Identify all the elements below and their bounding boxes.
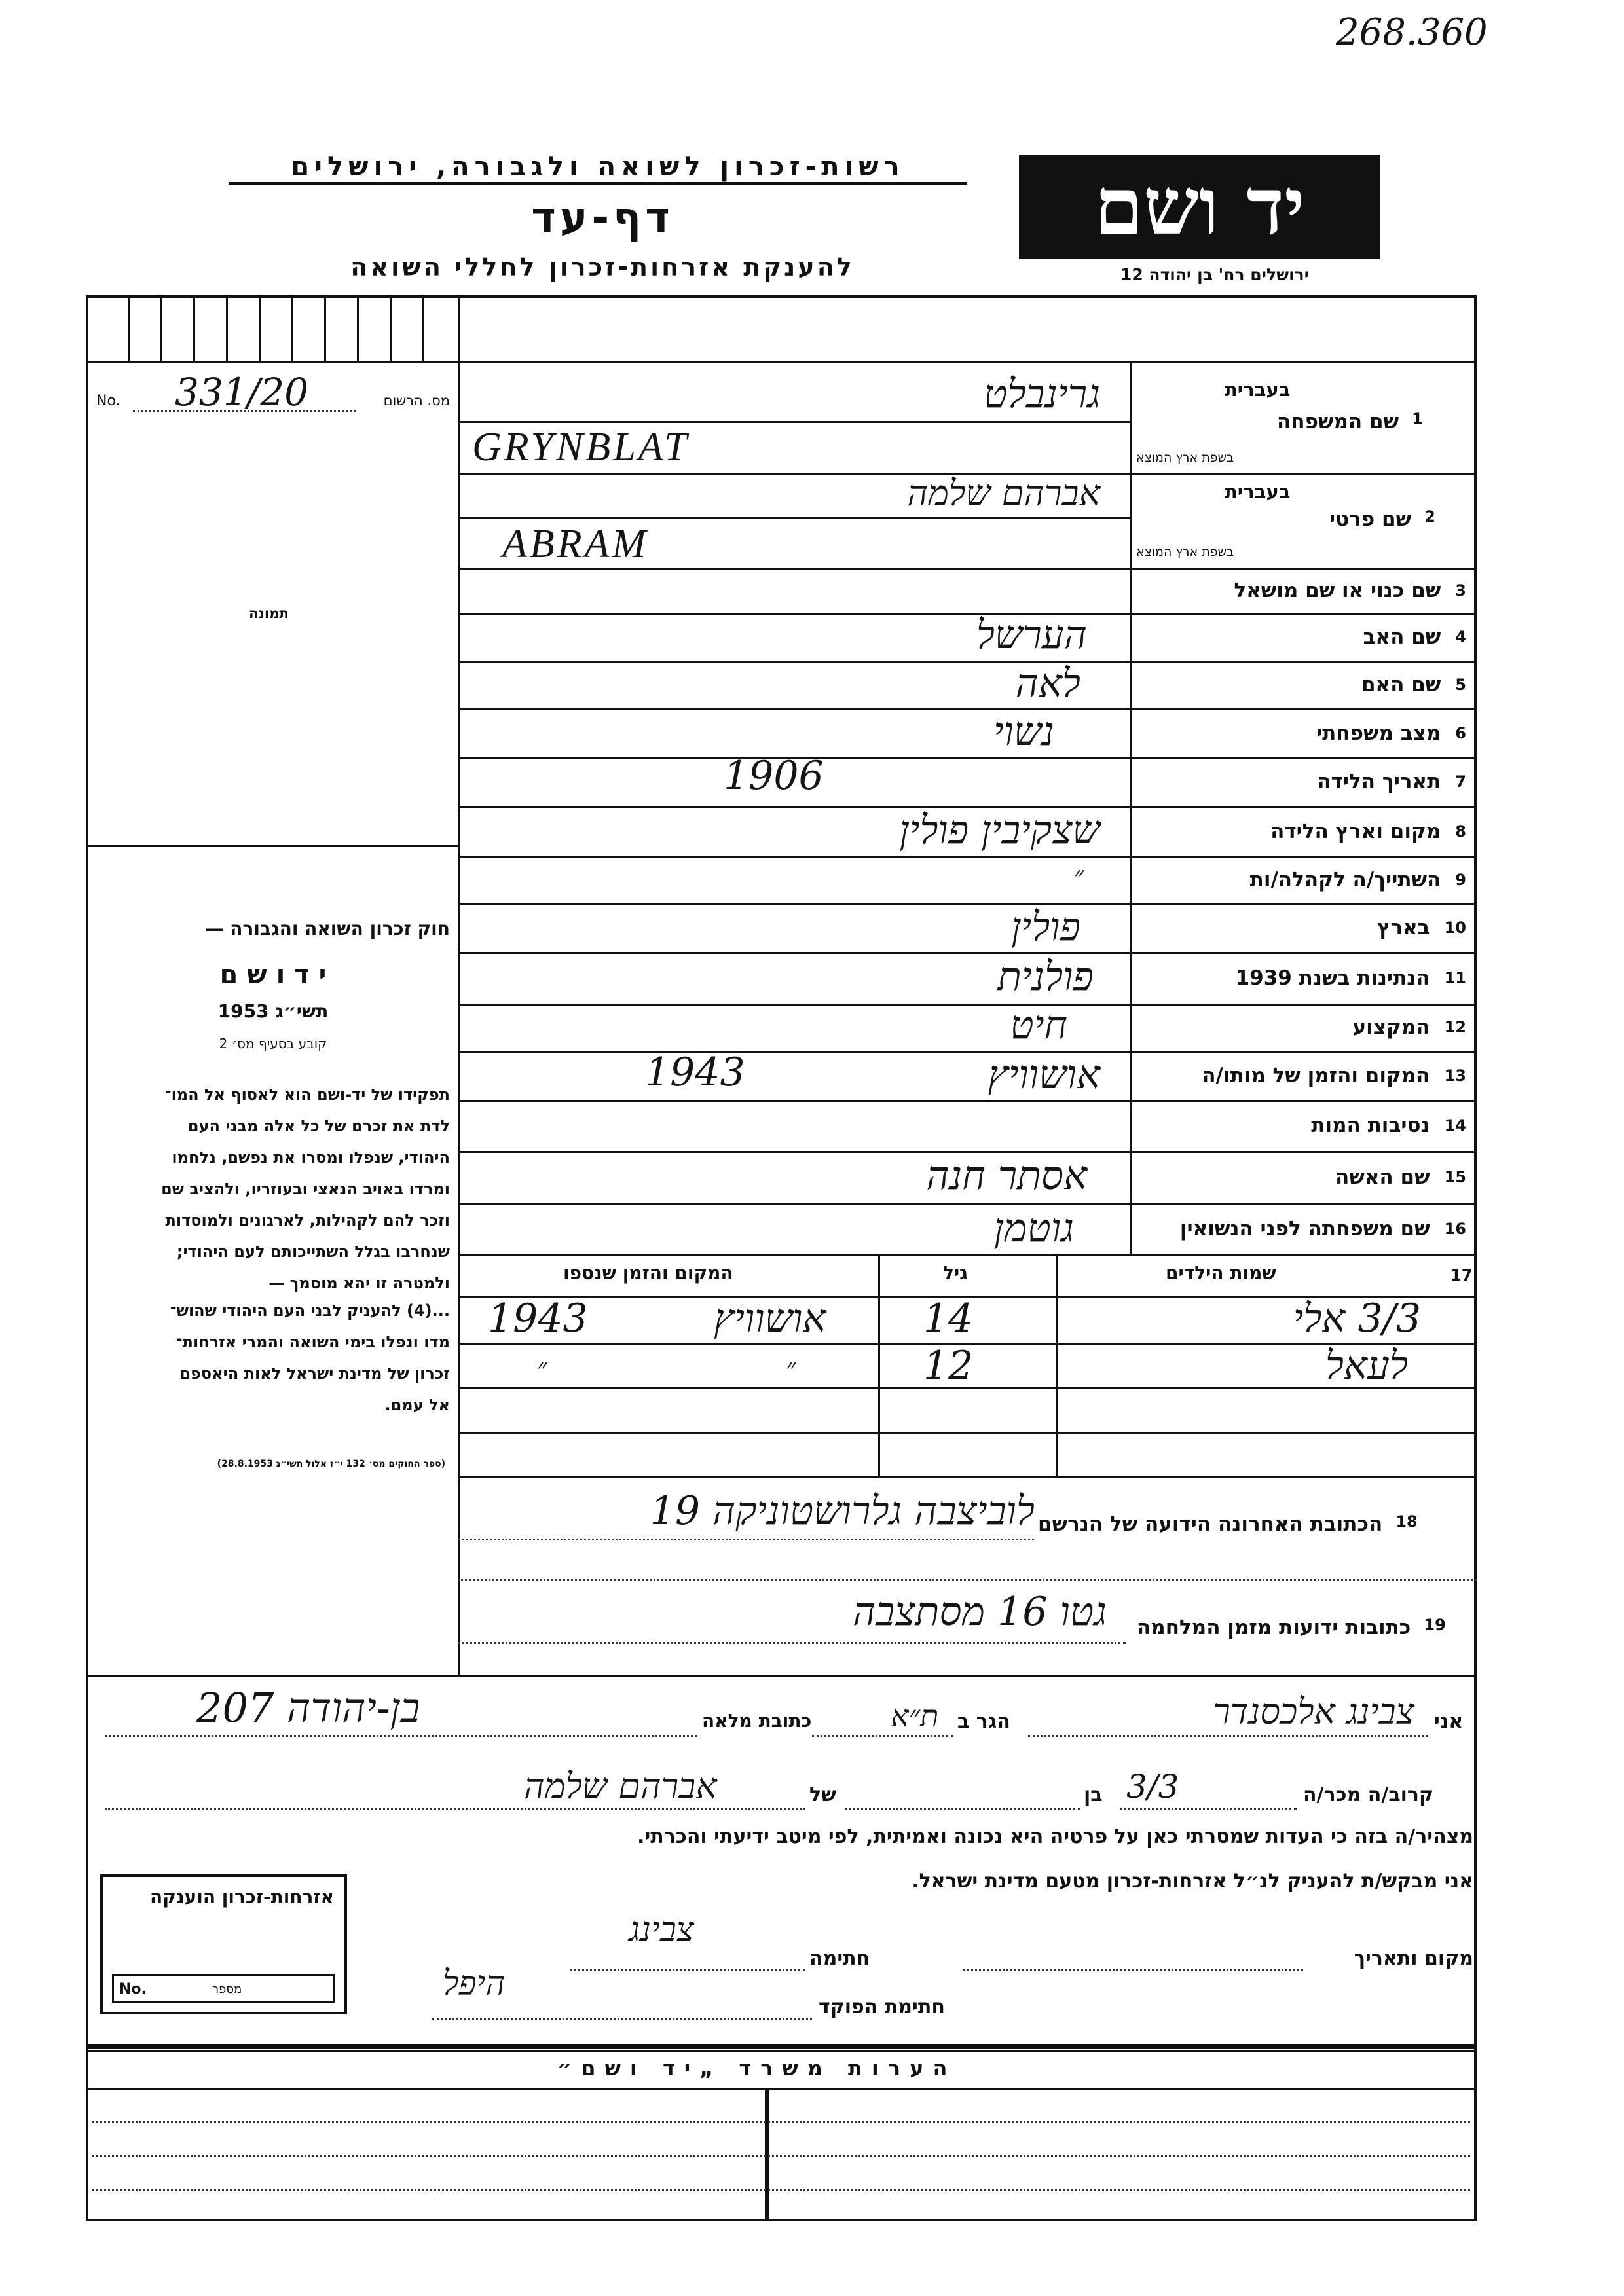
rule-line bbox=[92, 2121, 1470, 2123]
death-place-value: אושוויץ bbox=[987, 1052, 1100, 1098]
row-label-15 bbox=[1130, 1151, 1470, 1203]
rule-line bbox=[458, 1579, 1477, 1581]
wife-name-label: שם האשה bbox=[1335, 1165, 1430, 1189]
birth-date-label: תאריך הלידה bbox=[1317, 770, 1441, 793]
child-death-year: ״ bbox=[537, 1353, 547, 1383]
place-date-label: מקום ותאריך bbox=[1354, 1947, 1473, 1970]
wartime-address-value: גטו 16 מסתצבה bbox=[853, 1589, 1107, 1635]
row-label-14 bbox=[1130, 1100, 1470, 1151]
rule-line bbox=[1028, 1735, 1428, 1737]
family-name-hebrew: גרינבלט bbox=[984, 371, 1100, 417]
row-number: 13 bbox=[1444, 1066, 1466, 1085]
law-text-line: ומרדו באויב הנאצי ובעוזריו, ולהציב שם bbox=[161, 1180, 450, 1198]
row-label-12 bbox=[1130, 1004, 1470, 1051]
law-text-line: תפקידו של יד-ושם הוא לאסוף אל המו־ bbox=[164, 1085, 450, 1104]
declarant-city: ת״א bbox=[891, 1698, 939, 1734]
rule-line bbox=[458, 1539, 1034, 1540]
birth-place-value: שצקיבין פולין bbox=[899, 807, 1100, 853]
law-text-line: שנחרבו בגלל השתייכותם לעם היהודי; bbox=[176, 1243, 450, 1261]
officer-signature-label: חתימת הפוקד bbox=[819, 1995, 945, 2018]
child-age: 14 bbox=[923, 1296, 974, 1341]
row-label-19 bbox=[1137, 1616, 1446, 1639]
row-number: 1 bbox=[1412, 410, 1423, 428]
row-number: 5 bbox=[1455, 676, 1466, 694]
profession-value: חיט bbox=[1010, 1002, 1067, 1048]
country-label: בארץ bbox=[1376, 916, 1430, 939]
wife-maiden-name-label: שם משפחתה לפני הנשואין bbox=[1179, 1216, 1430, 1241]
declarant-i-label: אני bbox=[1434, 1710, 1464, 1733]
row-number: 8 bbox=[1455, 822, 1466, 841]
row-number: 4 bbox=[1455, 628, 1466, 646]
full-address-label: כתובת מלאה bbox=[702, 1710, 812, 1732]
declarant-name: צבינג אלכסנדר bbox=[1213, 1691, 1414, 1732]
row-number: 19 bbox=[1424, 1616, 1446, 1634]
profession-label: המקצוע bbox=[1352, 1015, 1430, 1039]
first-name-label: שם פרטי bbox=[1329, 507, 1412, 531]
row-label-11 bbox=[1130, 952, 1470, 1004]
row-label-18 bbox=[1038, 1512, 1418, 1536]
rule-line bbox=[226, 295, 228, 361]
law-text-line: ולמטרה זו יהא מוסמך — bbox=[268, 1274, 450, 1292]
rule-line bbox=[458, 1432, 1477, 1434]
wife-name-value: אסתר חנה bbox=[926, 1153, 1087, 1199]
rule-line bbox=[324, 295, 326, 361]
child-name: לעאל bbox=[1325, 1343, 1408, 1389]
rule-line bbox=[458, 517, 1130, 519]
last-address-label: הכתובת האחרונה הידועה של הנרשם bbox=[1038, 1512, 1383, 1536]
marital-status-label: מצב משפחתי bbox=[1316, 721, 1441, 745]
rule-line bbox=[160, 295, 162, 361]
law-text-line: וזכר להם לקהילות, לארגונים ולמוסדות bbox=[165, 1211, 450, 1230]
row-number: 7 bbox=[1455, 773, 1466, 791]
death-year-value: 1943 bbox=[645, 1049, 745, 1095]
comments-title: הערות משרד „יד ושם״ bbox=[557, 2056, 957, 2081]
children-age-header: גיל bbox=[943, 1262, 968, 1284]
rule-line bbox=[422, 295, 424, 361]
rule-line bbox=[845, 1808, 1080, 1810]
row-number: 12 bbox=[1444, 1018, 1466, 1036]
row-number: 6 bbox=[1455, 723, 1466, 742]
father-name-value: הערשל bbox=[976, 612, 1087, 658]
page-title: דף-עד bbox=[531, 194, 674, 242]
row-number: 9 bbox=[1455, 871, 1466, 889]
law-name: י ד ו ש ם bbox=[219, 960, 327, 990]
declaration-request: אני מבקש/ת להעניק לנ״ל אזרחות-זכרון מטעם מדינת ישראל. bbox=[912, 1870, 1473, 1893]
row-label-10 bbox=[1130, 903, 1470, 952]
hebrew-sub-label: בעברית bbox=[1225, 378, 1291, 401]
row-number: 17 bbox=[1450, 1266, 1473, 1285]
logo-address: ירושלים רח' בן יהודה 12 bbox=[1120, 265, 1310, 284]
row-label-2 bbox=[1329, 507, 1435, 531]
rule-line bbox=[570, 1969, 805, 1971]
registration-number: 331/20 bbox=[175, 370, 309, 414]
son-label: בן bbox=[1084, 1783, 1103, 1806]
father-name-label: שם האב bbox=[1363, 625, 1441, 649]
origin-lang-sub-label: בשפת ארץ המוצא bbox=[1136, 450, 1234, 465]
row-number: 11 bbox=[1444, 968, 1466, 987]
relation-of-name: אברהם שלמה bbox=[524, 1766, 717, 1807]
row-label-9 bbox=[1130, 856, 1470, 903]
rule-line bbox=[86, 1675, 1477, 1677]
mother-name-label: שם האם bbox=[1361, 673, 1441, 697]
row-label-4 bbox=[1130, 613, 1470, 661]
row-number: 15 bbox=[1444, 1167, 1466, 1186]
rule-line bbox=[458, 1476, 1477, 1478]
yad-vashem-logo: יד ושם bbox=[1019, 155, 1380, 259]
page-subtitle: להענקת אזרחות-זכרון לחללי השואה bbox=[350, 253, 855, 282]
child-death-year: 1943 bbox=[488, 1296, 588, 1341]
residence-label: הגר ב bbox=[957, 1710, 1010, 1733]
row-number: 18 bbox=[1395, 1512, 1418, 1531]
row-label-5 bbox=[1130, 661, 1470, 708]
rule-line bbox=[432, 2018, 812, 2020]
row-label-6 bbox=[1130, 708, 1470, 757]
rule-line bbox=[128, 295, 130, 361]
child-age: 12 bbox=[923, 1343, 974, 1389]
nickname-label: שם כנוי או שם מושאל bbox=[1234, 579, 1441, 602]
stamp-no: No. bbox=[119, 1981, 147, 1997]
citizenship-stamp-box bbox=[100, 1874, 347, 2014]
signature-label: חתימה bbox=[809, 1947, 870, 1970]
registration-field bbox=[96, 370, 450, 414]
declarant-address: בן-יהודה 207 bbox=[196, 1684, 420, 1732]
rule-line bbox=[105, 1808, 805, 1810]
no-prefix: No. bbox=[96, 393, 120, 409]
citizenship-label: הנתינות בשנת 1939 bbox=[1235, 966, 1430, 990]
rule-line bbox=[86, 845, 458, 847]
law-year: תשי״ג 1953 bbox=[217, 1000, 329, 1022]
row-number: 2 bbox=[1424, 507, 1435, 526]
row-label-8 bbox=[1130, 806, 1470, 856]
officer-signature: היפל bbox=[443, 1964, 506, 2003]
archive-number: 268.360 bbox=[1336, 11, 1488, 54]
org-name: רשות-זכרון לשואה ולגבורה, ירושלים bbox=[229, 152, 967, 185]
rule-line bbox=[291, 295, 293, 361]
row-number: 10 bbox=[1444, 919, 1466, 937]
death-circumstances-label: נסיבות המות bbox=[1311, 1114, 1430, 1137]
rule-line bbox=[458, 1254, 1477, 1256]
rule-line bbox=[458, 295, 460, 1675]
row-label-1 bbox=[1277, 410, 1423, 433]
law-text-line: היהודי, שנפלו ומסרו את נפשם, נלחמו bbox=[172, 1148, 450, 1167]
children-names-header: שמות הילדים bbox=[1166, 1262, 1276, 1284]
first-name-origin: ABRAM bbox=[502, 522, 649, 566]
of-label: של bbox=[809, 1783, 836, 1806]
row-number: 3 bbox=[1455, 581, 1466, 600]
declarant-signature: צבינג bbox=[629, 1910, 695, 1950]
birth-place-label: מקום וארץ הלידה bbox=[1270, 819, 1441, 843]
rule-line bbox=[86, 2044, 1477, 2047]
first-name-hebrew: אברהם שלמה bbox=[907, 473, 1100, 514]
citizenship-value: פולנית bbox=[997, 954, 1094, 1000]
children-place-header: המקום והזמן שנספו bbox=[563, 1262, 733, 1284]
row-label-13 bbox=[1130, 1051, 1470, 1100]
death-place-label: המקום והזמן של מותו/ה bbox=[1202, 1063, 1430, 1087]
rule-line bbox=[105, 1735, 697, 1737]
rule-line bbox=[92, 2189, 1470, 2191]
wartime-address-label: כתובות ידועות מזמן המלחמה bbox=[1137, 1616, 1411, 1639]
law-text-line: זכרון של מדינת ישראל לאות היאספם bbox=[179, 1364, 450, 1383]
rule-line bbox=[357, 295, 359, 361]
birth-date-value: 1906 bbox=[724, 753, 824, 799]
child-name: 3/3 אלי bbox=[1293, 1296, 1421, 1341]
row-label-7 bbox=[1130, 757, 1470, 806]
child-death-place: ״ bbox=[786, 1353, 796, 1383]
rule-line bbox=[259, 295, 261, 361]
rule-line bbox=[193, 295, 195, 361]
rule-line bbox=[390, 295, 392, 361]
marital-status-value: נשוי bbox=[993, 709, 1054, 755]
declaration-statement: מצהיר/ה בזה כי העדות שמסרתי כאן על פרטיה היא נכונה ואמיתית, לפי מיטב ידיעתי והכרתי. bbox=[637, 1825, 1473, 1848]
relation-label: קרוב/ה מכר/ה bbox=[1303, 1783, 1434, 1806]
law-text-line: ...(4) להעניק לבני העם היהודי שהוש־ bbox=[170, 1302, 450, 1320]
law-clause: קובע בסעיף מס׳ 2 bbox=[219, 1036, 327, 1051]
row-number: 14 bbox=[1444, 1116, 1466, 1135]
last-address-value: לוביצבה גלרושטוניקה 19 bbox=[650, 1488, 1035, 1534]
stamp-number-label: מספר bbox=[212, 1982, 242, 1996]
registration-label: מס. הרשום bbox=[383, 393, 450, 409]
rule-line bbox=[92, 2155, 1470, 2157]
family-name-origin: GRYNBLAT bbox=[472, 425, 690, 469]
family-name-label: שם המשפחה bbox=[1277, 410, 1399, 433]
row-label-3 bbox=[1130, 568, 1470, 613]
rule-line bbox=[812, 1735, 953, 1737]
rule-line bbox=[458, 421, 1130, 423]
stamp-title: אזרחות-זכרון הוענקה bbox=[150, 1886, 334, 1908]
rule-line bbox=[963, 1969, 1303, 1971]
rule-line bbox=[1056, 1254, 1058, 1476]
rule-line bbox=[458, 1642, 1126, 1644]
stamp-number-field bbox=[112, 1974, 335, 2003]
law-title: חוק זכרון השואה והגבורה — bbox=[205, 918, 450, 939]
hebrew-sub-label: בעברית bbox=[1225, 481, 1291, 503]
country-value: פולין bbox=[1011, 904, 1080, 950]
community-value: ״ bbox=[1074, 861, 1084, 891]
wife-maiden-name-value: גוטמן bbox=[993, 1205, 1074, 1251]
community-label: השתייך/ה לקהלה/ות bbox=[1249, 868, 1441, 892]
law-text-line: מדו ונפלו בימי השואה והמרי אזרחות־ bbox=[175, 1333, 450, 1351]
law-text-line: לדת את זכרם של כל אלה מבני העם bbox=[187, 1117, 450, 1135]
rule-line bbox=[878, 1254, 880, 1476]
photo-label: תמונה bbox=[249, 606, 289, 621]
law-source: (ספר החוקים מס׳ 132 י״ז אלול תשי״ג 28.8.1953) bbox=[217, 1459, 445, 1469]
row-number: 16 bbox=[1444, 1219, 1466, 1238]
relation-value: 3/3 bbox=[1126, 1768, 1179, 1806]
rule-line bbox=[86, 2088, 1477, 2090]
rule-line bbox=[1120, 1808, 1297, 1810]
row-label-16 bbox=[1130, 1203, 1470, 1254]
child-death-place: אושוויץ bbox=[714, 1296, 826, 1341]
rule-line bbox=[86, 361, 1477, 363]
law-text-line: אל עמם. bbox=[384, 1396, 450, 1414]
mother-name-value: לאה bbox=[1015, 661, 1080, 706]
origin-lang-sub-label: בשפת ארץ המוצא bbox=[1136, 545, 1234, 559]
